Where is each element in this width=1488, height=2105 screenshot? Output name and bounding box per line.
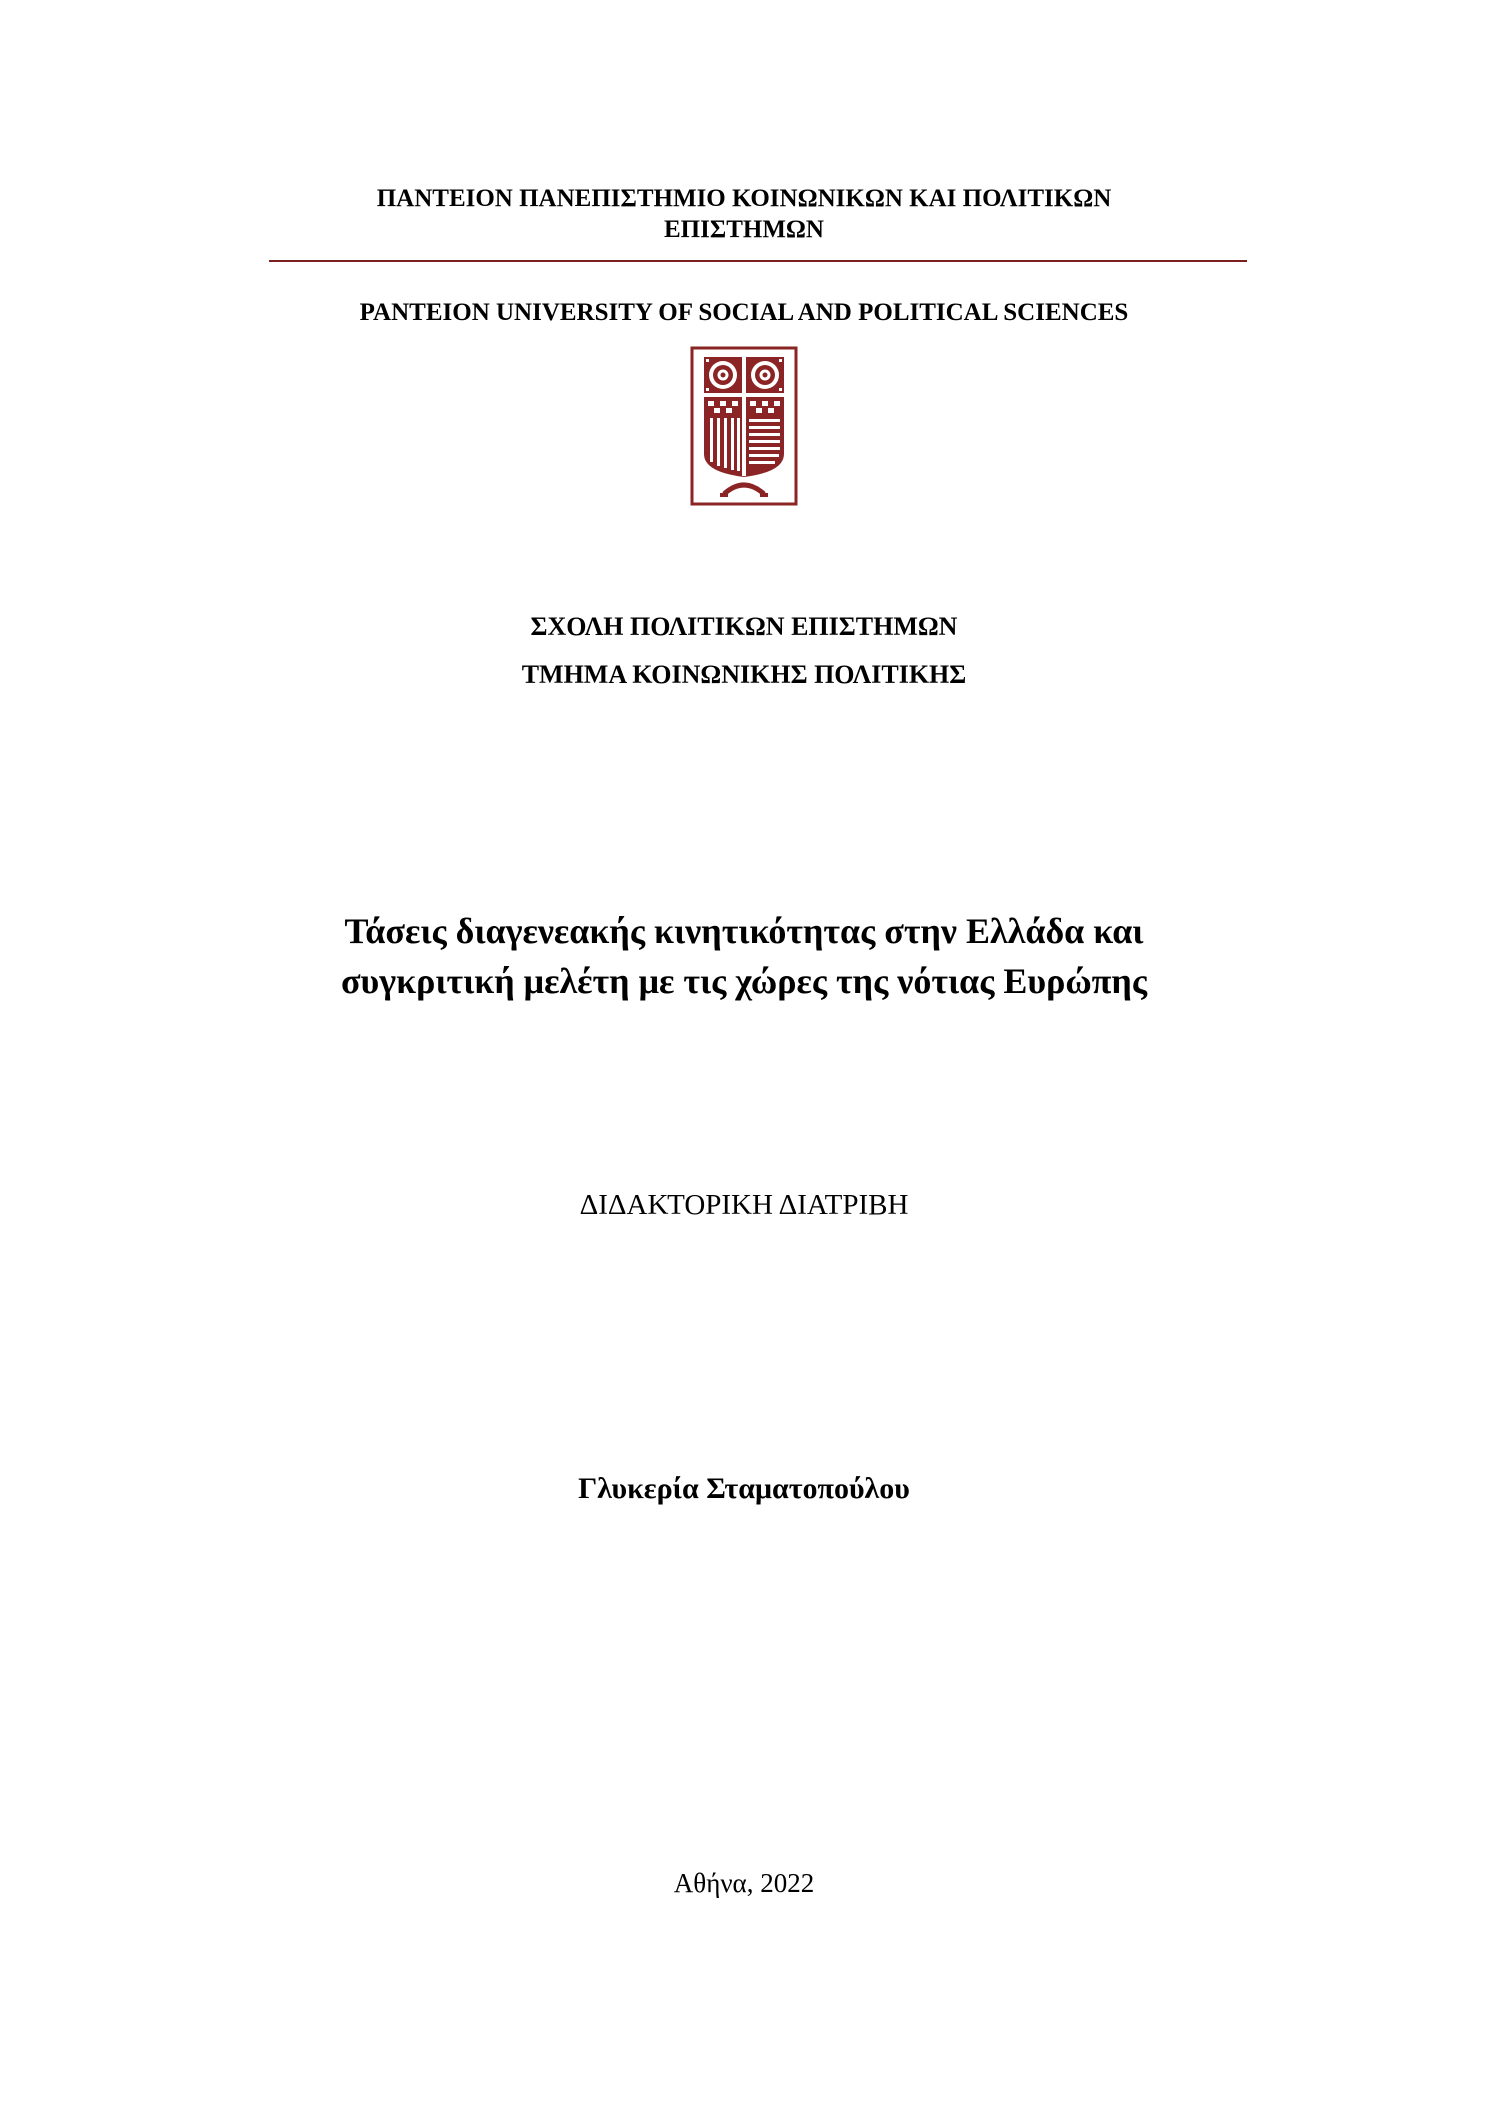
university-name-greek-line2: ΕΠΙΣΤΗΜΩΝ [664, 216, 824, 243]
university-crest-icon [690, 346, 798, 506]
school-name: ΣΧΟΛΗ ΠΟΛΙΤΙΚΩΝ ΕΠΙΣΤΗΜΩΝ [530, 612, 958, 641]
document-type: ΔΙΔΑΚΤΟΡΙΚΗ ΔΙΑΤΡΙΒΗ [579, 1189, 909, 1221]
university-name-greek-line1: ΠΑΝΤΕΙΟΝ ΠΑΝΕΠΙΣΤΗΜΙΟ ΚΟΙΝΩΝΙΚΩΝ ΚΑΙ ΠΟΛΙΤΙΚΩΝ [376, 185, 1112, 212]
thesis-title-line1: Τάσεις διαγενεακής κινητικότητας στην Ελλάδα και [344, 911, 1144, 951]
author-name: Γλυκερία Σταματοπούλου [578, 1472, 910, 1505]
crest-eyes [704, 357, 784, 393]
crest-divider [742, 397, 746, 476]
crest-shield [704, 397, 784, 477]
department-name: ΤΜΗΜΑ ΚΟΙΝΩΝΙΚΗΣ ΠΟΛΙΤΙΚΗΣ [521, 660, 967, 689]
thesis-title-line2: συγκριτική μελέτη με τις χώρες της νότιας Ευρώπης [340, 961, 1148, 1001]
place-and-year: Αθήνα, 2022 [673, 1868, 815, 1898]
header-divider [269, 260, 1247, 262]
university-name-english: PANTEION UNIVERSITY OF SOCIAL AND POLITICAL SCIENCES [359, 299, 1129, 326]
